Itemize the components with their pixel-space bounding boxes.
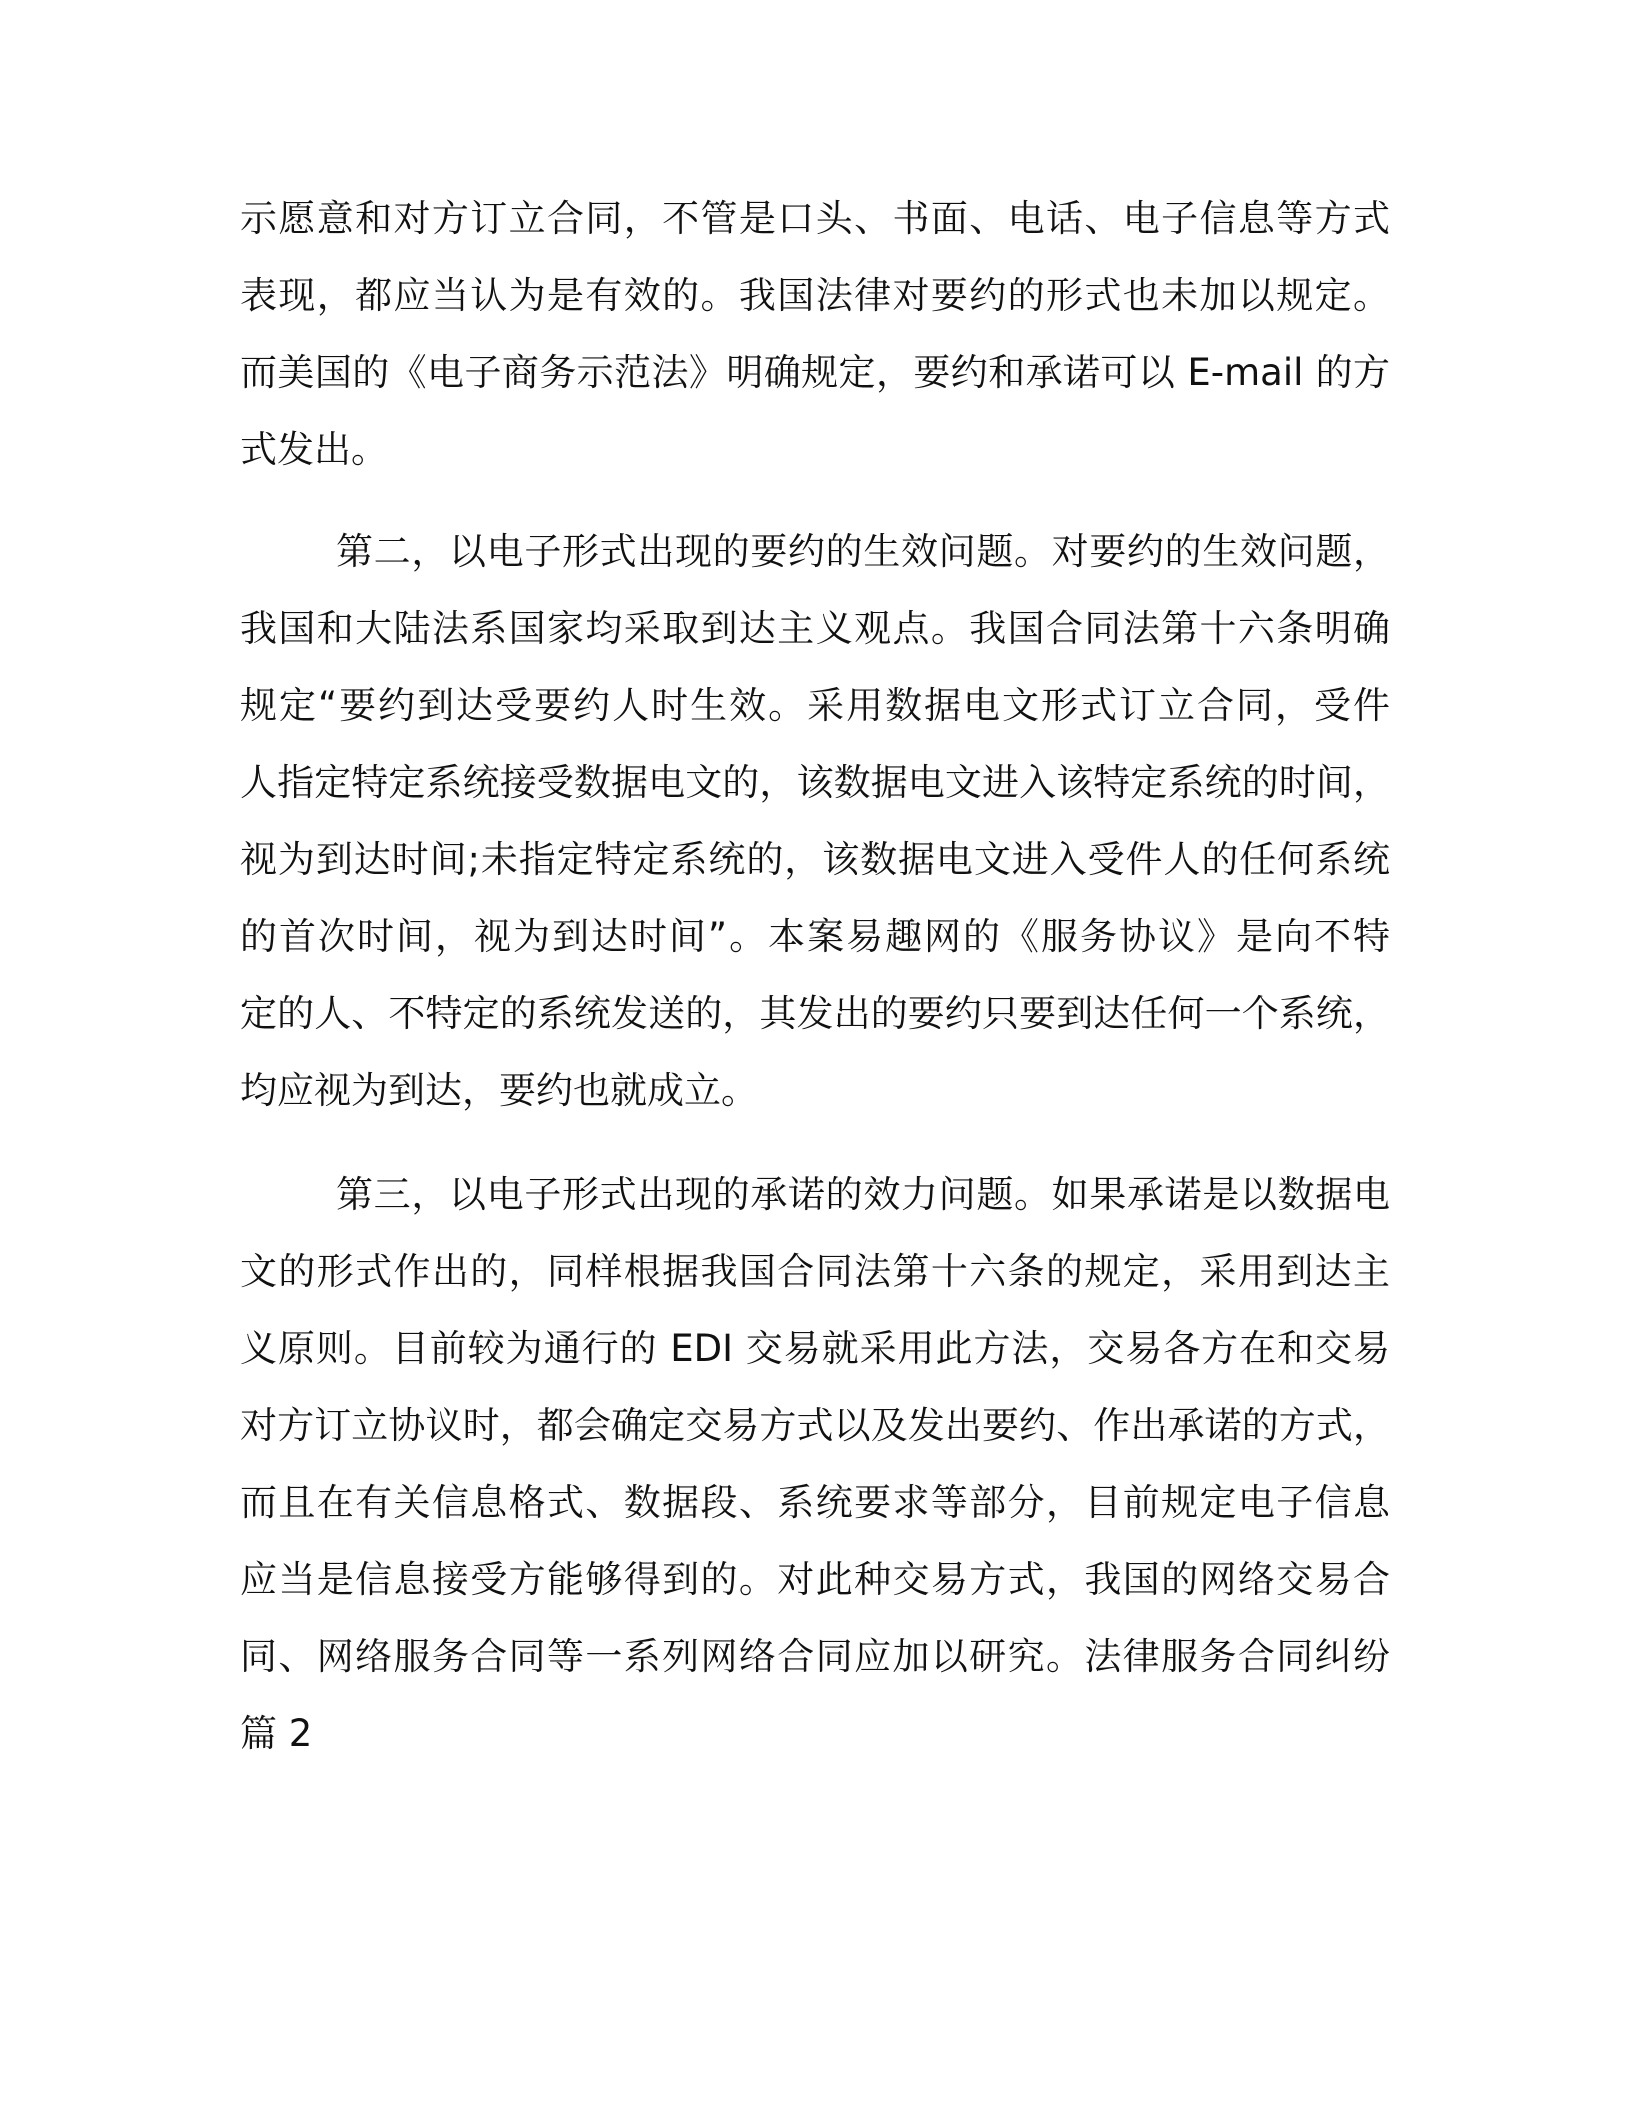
text-line: 人指定特定系统接受数据电文的，该数据电文进入该特定系统的时间，	[240, 761, 1390, 804]
text-line: 均应视为到达，要约也就成立。	[240, 1069, 758, 1112]
text-line: 第三，以电子形式出现的承诺的效力问题。如果承诺是以数据电	[336, 1173, 1390, 1216]
text-line: 我国和大陆法系国家均采取到达主义观点。我国合同法第十六条明确	[240, 607, 1390, 650]
text-line: 式发出。	[240, 428, 388, 471]
paragraph-1	[240, 180, 1390, 488]
text-line: 定的人、不特定的系统发送的，其发出的要约只要到达任何一个系统，	[240, 992, 1390, 1035]
text-line: 而美国的《电子商务示范法》明确规定，要约和承诺可以 E-mail 的方	[240, 351, 1390, 394]
paragraph-3	[240, 1156, 1390, 1772]
text-line: 规定“要约到达受要约人时生效。采用数据电文形式订立合同，受件	[240, 684, 1390, 727]
text-line: 对方订立协议时，都会确定交易方式以及发出要约、作出承诺的方式，	[240, 1404, 1390, 1447]
text-line: 文的形式作出的，同样根据我国合同法第十六条的规定，采用到达主	[240, 1250, 1390, 1293]
text-line: 第二，以电子形式出现的要约的生效问题。对要约的生效问题，	[336, 530, 1390, 573]
text-line: 视为到达时间;未指定特定系统的，该数据电文进入受件人的任何系统	[240, 838, 1390, 881]
text-line: 篇 2	[240, 1712, 313, 1755]
text-line: 而且在有关信息格式、数据段、系统要求等部分，目前规定电子信息	[240, 1481, 1390, 1524]
text-line: 表现，都应当认为是有效的。我国法律对要约的形式也未加以规定。	[240, 274, 1390, 317]
text-line: 应当是信息接受方能够得到的。对此种交易方式，我国的网络交易合	[240, 1558, 1390, 1601]
text-line: 示愿意和对方订立合同，不管是口头、书面、电话、电子信息等方式	[240, 197, 1390, 240]
text-line: 同、网络服务合同等一系列网络合同应加以研究。法律服务合同纠纷	[240, 1635, 1390, 1678]
paragraph-2	[240, 513, 1390, 1129]
text-line: 义原则。目前较为通行的 EDI 交易就采用此方法，交易各方在和交易	[240, 1327, 1390, 1370]
text-line: 的首次时间，视为到达时间”。本案易趣网的《服务协议》是向不特	[240, 915, 1390, 958]
